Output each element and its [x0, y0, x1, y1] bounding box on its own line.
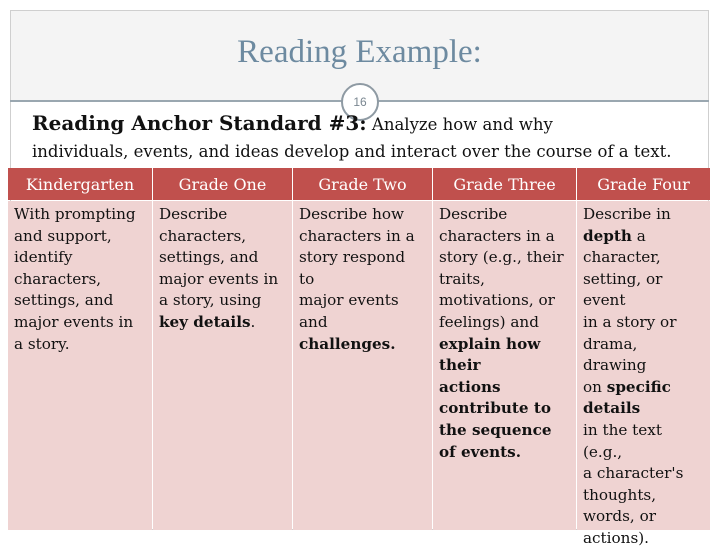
cell-line: settings, and — [159, 248, 259, 267]
cell-line: in the text (e.g., — [583, 420, 662, 461]
standard-statement — [32, 110, 707, 165]
cell-line: major events in — [14, 312, 134, 331]
page-number-badge: 16 — [341, 83, 379, 121]
cell-line: characters in a — [439, 226, 555, 245]
cell-text: on — [583, 377, 607, 396]
key-term: contribute to — [439, 399, 551, 418]
cell-line: Describe how — [299, 205, 405, 223]
key-term: of events. — [439, 442, 521, 461]
cell-line: to — [299, 269, 315, 288]
cell-line — [583, 226, 705, 248]
cell-line — [439, 377, 571, 399]
column-header: Grade Two — [293, 168, 432, 200]
cell-line: setting, or — [583, 269, 663, 288]
key-term: details — [583, 399, 641, 418]
column-body — [293, 201, 432, 530]
cell-line — [583, 398, 705, 420]
cell-line: drama, drawing — [583, 334, 647, 375]
column-kindergarten — [8, 168, 152, 530]
cell-line: and — [299, 312, 328, 331]
cell-line: Describe — [159, 205, 228, 223]
column-grade-two — [293, 168, 432, 530]
punctuation: . — [250, 312, 256, 331]
cell-line: characters, — [159, 226, 247, 245]
cell-line: story respond — [299, 248, 406, 267]
column-header: Grade One — [153, 168, 292, 200]
cell-line: words, or — [583, 507, 656, 526]
column-body — [433, 201, 576, 530]
cell-line: thoughts, — [583, 485, 657, 504]
column-body — [8, 201, 152, 530]
cell-line: settings, and — [14, 291, 114, 310]
cell-line: Describe — [439, 205, 508, 223]
standard-text-line1: Analyze how and why — [371, 115, 553, 134]
key-term: specific — [606, 377, 671, 396]
cell-line: in a story or — [583, 312, 677, 331]
key-term: depth — [583, 226, 632, 245]
cell-line: major events — [299, 291, 399, 310]
grade-table — [8, 168, 710, 547]
column-grade-one — [153, 168, 292, 530]
cell-line: story (e.g., their — [439, 248, 564, 267]
cell-line: characters in a — [299, 226, 415, 245]
cell-line: characters, — [14, 269, 102, 288]
column-grade-four — [577, 168, 710, 547]
cell-line: traits, — [439, 269, 486, 288]
column-body — [577, 201, 710, 547]
cell-line: event — [583, 291, 626, 310]
key-term: challenges. — [299, 334, 396, 353]
cell-line: a story. — [14, 334, 70, 353]
cell-line: character, — [583, 248, 661, 267]
slide-title: Reading Example: — [237, 34, 482, 70]
cell-line — [439, 420, 571, 442]
cell-line: motivations, or — [439, 291, 555, 310]
column-grade-three — [433, 168, 576, 530]
key-term: the sequence — [439, 420, 552, 439]
cell-line — [439, 398, 571, 420]
key-term: key details — [159, 312, 251, 331]
key-term: their — [439, 356, 481, 375]
key-term: actions — [439, 377, 501, 396]
cell-line: actions). — [583, 528, 649, 547]
cell-line — [439, 442, 571, 464]
cell-line — [439, 334, 571, 356]
cell-line — [439, 355, 571, 377]
cell-line — [299, 334, 427, 356]
standard-text-line2: individuals, events, and ideas develop and interact over the course of a text. — [32, 142, 672, 161]
cell-line — [159, 312, 287, 334]
cell-line: major events in — [159, 269, 279, 288]
cell-line: Describe in — [583, 205, 671, 223]
column-header: Grade Four — [577, 168, 710, 200]
key-term: explain how — [439, 334, 541, 353]
column-header: Grade Three — [433, 168, 576, 200]
cell-text: a — [631, 226, 646, 245]
cell-line: a story, using — [159, 291, 262, 310]
cell-line: With prompting — [14, 205, 136, 223]
cell-line — [583, 377, 705, 399]
cell-line: a character's — [583, 464, 684, 483]
column-header: Kindergarten — [8, 168, 152, 200]
cell-line: feelings) and — [439, 312, 539, 331]
cell-line: and support, — [14, 226, 112, 245]
cell-line: identify — [14, 248, 73, 267]
column-body — [153, 201, 292, 530]
standard-label: Reading Anchor Standard #3: — [32, 111, 367, 135]
